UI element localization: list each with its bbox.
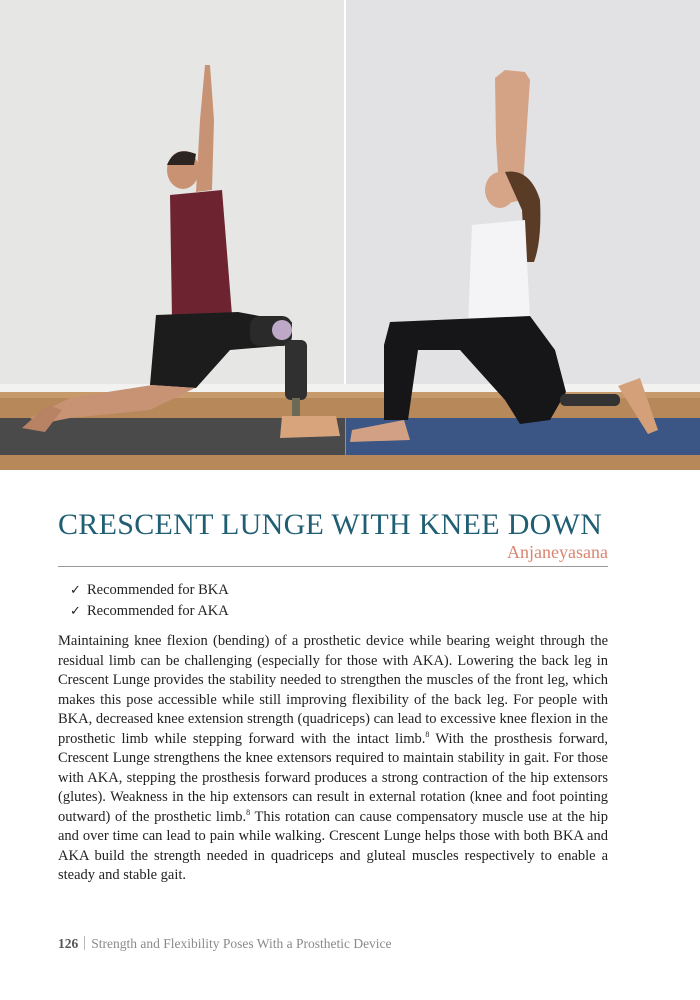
- yoga-photo: [0, 0, 700, 470]
- footnote-ref: 8: [246, 807, 251, 817]
- check-icon: ✓: [70, 583, 81, 598]
- footer-divider: [84, 936, 85, 950]
- body-text-part-1: Maintaining knee flexion (bending) of a prosthetic device while bearing weight through the residual limb can be challenging (especially for those with AKA). Lowering the back leg in Crescent Lunge provides the stability needed to strengthen the muscles of the front leg, which makes this pose accessible while still improving flexibility of the back leg. For people with BKA, decreased knee extension strength (quadriceps) can lead to excessive knee flexion in the prosthetic limb while stepping forward with the intact limb.: [58, 633, 608, 747]
- footnote-ref: 8: [425, 729, 430, 739]
- recommendation-list: [70, 580, 229, 622]
- list-item: [70, 580, 229, 601]
- pose-title: CRESCENT LUNGE WITH KNEE DOWN: [58, 508, 603, 541]
- yoga-photo-icon: [0, 0, 700, 470]
- check-icon: ✓: [70, 604, 81, 619]
- page-footer: [58, 936, 392, 952]
- title-divider: [58, 566, 608, 567]
- body-paragraph: [58, 632, 608, 886]
- body-text-part-3: This rotation can cause compensatory muscle use at the hip and over time can lead to pain while walking. Crescent Lunge helps those with both BKA and AKA build the strength needed in quadriceps and gluteal muscles respectively to enable a steady and stable gait.: [58, 808, 608, 883]
- page-number: 126: [58, 936, 79, 951]
- running-title: Strength and Flexibility Poses With a Prosthetic Device: [91, 936, 392, 951]
- list-item: [70, 601, 229, 622]
- body-text-part-2: With the prosthesis forward, Crescent Lunge strengthens the knee extensors required to maintain stability in gait. For those with AKA, stepping the prosthesis forward produces a strong contraction of the hip extensors (glutes). Weakness in the hip extensors can result in external rotation (knee and foot pointing outward) of the prosthetic limb.: [58, 730, 609, 825]
- recommendation-bka: Recommended for BKA: [87, 582, 229, 598]
- recommendation-aka: Recommended for AKA: [87, 603, 229, 619]
- sanskrit-name: Anjaneyasana: [507, 542, 608, 562]
